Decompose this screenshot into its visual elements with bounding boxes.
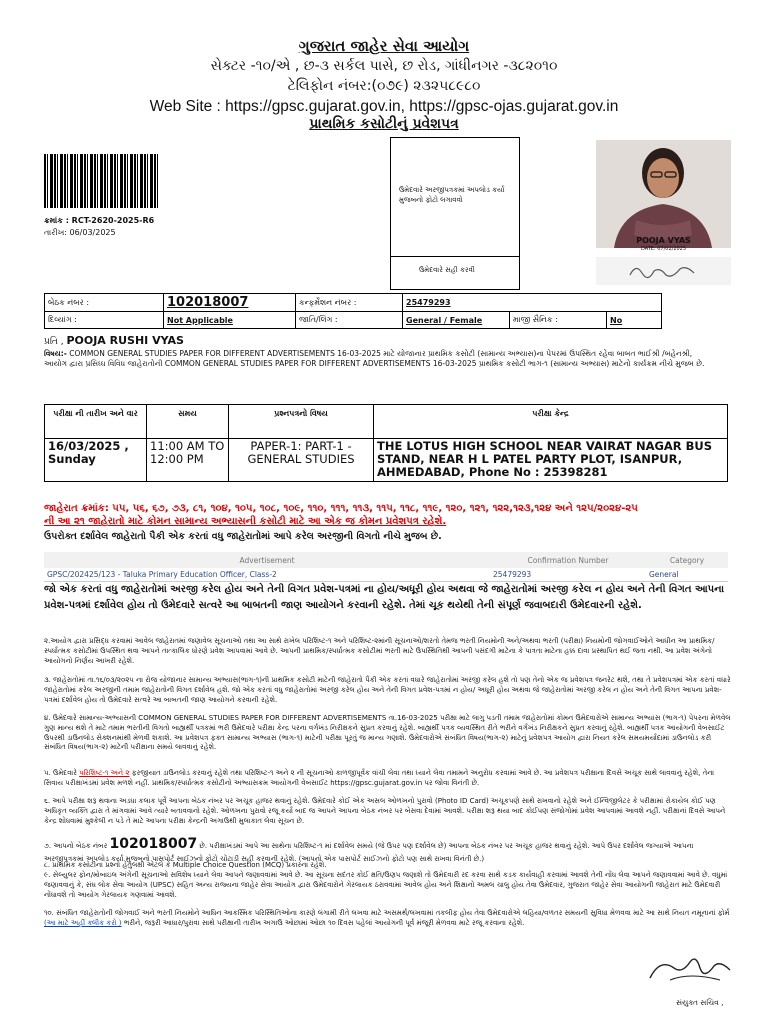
scribe-form-link[interactable]: (આ માટે અહીં ક્લીક કરો ) <box>44 918 122 927</box>
candidate-photo <box>596 140 731 248</box>
exam-subject: PAPER-1: PART-1 - GENERAL STUDIES <box>229 439 374 482</box>
instruction-7-seat: 102018007 <box>109 836 198 852</box>
instruction-7 <box>44 835 734 864</box>
advt-header-category: Category <box>646 552 728 568</box>
common-admit-notice <box>44 502 744 528</box>
registration-number: ક્રમાંક : RCT-2620-2025-R6 <box>44 216 155 225</box>
advt-category: General <box>646 568 728 582</box>
instruction-7-pre: ૭. આપનો બેઠક નંબર <box>44 842 108 850</box>
exam-centre: THE LOTUS HIGH SCHOOL NEAR VAIRAT NAGAR BUS STAND, NEAR H L PATEL PARTY PLOT, ISANPUR, AHMEDABAD, Phone No : 25398281 <box>374 439 728 482</box>
salutation: ભાઈશ્રી /બહેનશ્રી, <box>637 349 693 358</box>
org-name: ગુજરાત જાહેર સેવા આયોગ <box>298 37 470 55</box>
candidate-signature-image <box>596 257 731 285</box>
subject-text: COMMON GENERAL STUDIES PAPER FOR DIFFERENT ADVERTISEMENTS 16-03-2025 માટે યોજાનાર પ્રાથમિક કસોટી (સામાન્ય અભ્યાસ)ના પેપરમાં ઉપસ્થિત રહેવા બાબત <box>69 349 636 358</box>
org-phone: ટેલિફોન નંબર:(૦૭૯) ૨૩૨૫૮૯૮૦ <box>287 78 481 94</box>
exam-header-date: પરીક્ષા ની તારીખ અને વાર <box>45 405 147 439</box>
candidate-sign-box <box>390 256 520 290</box>
exsm-value: No <box>607 312 662 329</box>
seat-number: 102018007 <box>164 294 296 312</box>
warning-text: જો એક કરતાં વધુ જાહેરાતોમાં અરજી કરેલ હોય અને તેની વિગત પ્રવેશ-પત્રમાં ના હોય/અધૂરી હોય અથવા જે જાહેરાતોમાં અરજી કરેલ ન હોય અને તેની વિગત આપના પ્રવેશ-પત્રમાં દર્શાવેલ હોય તો ઉમેદવારે સત્વરે આ બાબતની જાણ આયોગને કરવાની રહેશે. તેમાં ચૂક થયેથી તેની સંપૂર્ણ જવાબદારી ઉમેદવારની રહેશે. <box>44 584 725 611</box>
advertisement-table <box>44 552 728 582</box>
exam-schedule-table <box>44 404 728 482</box>
officer-signature-icon <box>640 950 740 990</box>
sign-label: ઉમેદવારે સહી કરવી <box>419 266 475 274</box>
instruction-2: ૨.આયોગ દ્વારા પ્રસિદ્ધ કરવામાં આવેલ જાહેરાતમાં જણાવેલ સૂચનાઓ તથા આ સાથે રાખેલ પરિશિષ્ટ-૧ અને પરિશિષ્ટ-૨માંની સૂચનાઓ/શરતો તેમજ ભરતી નિયમોની અને/અથવા ભરતી (પરીક્ષા) નિયમોની જોગવાઈઓને આધીન આ પ્રાથમિક/સ્પર્ધાત્મક કસોટીમાં ઉપસ્થિત થવા આપને તાત્કાલિક ધોરણે પ્રવેશ આપવામાં આવે છે. આપની પ્રાથમિક/સ્પર્ધાત્મક કસોટીમાં ભરતી માટે ઉપસ્થિતિથી આપની પસંદગી માટેના કે પાત્રતા માટેના હક્ક દાવા પ્રસ્થાપિત થઈ જતા નથી. આ પ્રવેશ અંગેનો આયોગનો નિર્ણય આખરી રહેશે. <box>44 637 715 665</box>
instruction-4: ૪. ઉમેદવારે સામાન્ય-અભ્યાસની COMMON GENERAL STUDIES PAPER FOR DIFFERENT ADVERTISEMENTS તા.16-03-2025 પરીક્ષા માટે લાગુ પડતી તમામ જાહેરાતોમાં કોમન ઉમેદવારોએ સામાન્ય અભ્યાસ (ભાગ-૧) પેપરના મેળવેલ ગુણ માન્ય થશે તે માટે તમામ ભરતીની વિગતો બાહ્યર્થી પત્રકમાં ભરી ઉમેદવારે પરીક્ષા કેન્દ્ર પરના વર્ગખંડ નિરીક્ષકને સુપ્રત કરવાનું રહેશે. બાહ્યર્થી પત્રક વ્યવસ્થિત રીતે ભરીને વર્ગખંડ નિરીક્ષકને સુપ્રત કરવાનું રહેશે. બાહ્યર્થી પત્રક આયોગની વેબસાઈટ ઉપરથી ડાઉનલોડ સેક્શનમાંથી મેળવી શકાશે. આ પ્રવેશપત્ર ફક્ત સામાન્ય અભ્યાસ (ભાગ-૧) માટેની પરીક્ષા પૂરતું જ માન્ય ગણાશે. ઉમેદવારોએ સંબંધિત વિષય(ભાગ-૨) માટેનું પ્રવેશપત્ર આયોગ દ્વારા નિયત કરેલ સમયમર્યાદામાં ડાઉનલોડ કરી સંબંધિત વિષય(ભાગ-૨) માટેની પરીક્ષાના સમયે લાવવાનું રહેશે. <box>44 714 731 752</box>
photo-paste-box <box>390 137 520 257</box>
seat-label: બેઠક નંબર : <box>45 294 164 312</box>
doc-title: પ્રાથમિક કસોટીનું પ્રવેશપત્ર <box>309 116 459 132</box>
intro-text: આયોગ દ્વારા પ્રસિધ્ધ વિવિધ જાહેરાતોની COMMON GENERAL STUDIES PAPER FOR DIFFERENT ADVERTISEMENTS 16-03-2025 પ્રાથમિક કસોટી ભાગ-૧ (સામાન્ય અભ્યાસ) માટેનો કાર્યક્રમ નીચે મુજબ છે. <box>44 359 705 369</box>
exam-header-time: સમય <box>147 405 229 439</box>
prati-label: પ્રતિ , <box>44 337 64 347</box>
exam-header-subject: પ્રશ્નપત્રનો વિષય <box>229 405 374 439</box>
instruction-8: ૮. પ્રાથમિક કસોટીના પ્રશ્નો હેતુલક્ષી એટલે કે Multiple Choice Question (MCQ) પ્રકારના રહેશે. <box>44 861 327 869</box>
divyang-value: Not Applicable <box>164 312 296 329</box>
letter-subject <box>44 349 734 369</box>
advt-header-confirmation: Confirmation Number <box>490 552 646 568</box>
person-photo-icon <box>596 140 731 248</box>
instruction-10-post: ભરીને, જરૂરી આધાર/પુરાવા સાથે પરીક્ષાની તારીખ અગાઉ ઓછામાં ઓછા ૧૦ દિવસ પહેલાં આયોગની પૂર્વ મંજૂરી મેળવવા માટે રજૂ કરવાના રહેશે. <box>123 918 525 927</box>
confirm-number: 25479293 <box>403 294 662 312</box>
instruction-7-post: છે. પરીક્ષાખંડમાં આપે આ સાથેના પરિશિષ્ટ-૧ માં દર્શાવેલ સમયે (જે ઉપર પણ દર્શાવેલ છે) આપના બેઠક નંબર પર અચૂક હાજર થવાનું રહેશે. આપે ઉપર દર્શાવેલ જગ્યાએ આપના અરજીપત્રકમાં અપલોડ કર્યા મુજબનો પાસપોર્ટ સાઈઝનો ફોટો ચોંટાડી સહી કરવાની રહેશે. (આપનો એક પાસપોર્ટ સાઈઝનો ફોટો પણ સાથે રાખવા વિનંતી છે.) <box>44 842 694 863</box>
advt-name: GPSC/202425/123 - Taluka Primary Education Officer, Class-2 <box>44 568 490 582</box>
addressee <box>44 334 184 347</box>
org-address: સેક્ટર -૧૦/એ , છ-૩ સર્કલ પાસે, છ રોડ, ગાંધીનગર -૩૮૨૦૧૦ <box>210 58 558 74</box>
registration-date: તારીખ: 06/03/2025 <box>44 228 116 237</box>
advt-header-advertisement: Advertisement <box>44 552 490 568</box>
category-value: General / Female <box>403 312 510 329</box>
instruction-10 <box>44 909 734 929</box>
instruction-9: ૯. સેલ્યુલર ફોન/મોબાઇલ અંગેની સૂચનાઓ સવિશેષ ધ્યાને લેવા આપને જણાવવામાં આવે છે. આ સૂચના સદંતર કોઈ ક્ષતિ/ઉણપ જણાશે તો ઉમેદવારી રદ કરવા સાથે કડક કાર્યવાહી કરવામાં આવશે તેની નોંધ લેવા આપને જણાવવામાં આવે છે. વધુમાં જણાવવાનું કે, સંઘ લોક સેવા આયોગ (UPSC) સહિત અન્ય રાજ્યના જાહેર સેવા આયોગ દ્વારા ઉમેદવારોને ગેરલાયક ઠરાવવામાં આવેલ હોય અને શિક્ષાનો અમલ ચાલુ હોય તેવા ઉમેદવાર, ગુજરાત જાહેર સેવા આયોગની જાહેરાત માટે ઉમેદવારી નોંધાવશે તો આયોગ ગેરલાયક ગણવામાં આવશે. <box>44 871 728 899</box>
table-row <box>44 568 728 582</box>
annexure-link[interactable]: પરિશિષ્ટ-૧ અને ૨ <box>79 769 130 777</box>
subject-label: વિષય:- <box>44 349 67 358</box>
exam-date: 16/03/2025 , Sunday <box>45 439 147 482</box>
photo-name-label: POOJA VYAS <box>636 236 691 245</box>
exam-time: 11:00 AM TO 12:00 PM <box>147 439 229 482</box>
barcode <box>44 154 159 208</box>
advt-confirmation: 25479293 <box>490 568 646 582</box>
officer-designation: સંયુક્ત સચિવ , <box>676 998 724 1007</box>
exsm-label: માજી સૈનિક : <box>510 312 607 329</box>
instruction-6: ૬. આપે પરીક્ષા શરૂ થવાના અડધા કલાક પૂર્વે આપના બેઠક નંબર પર અચૂક હાજર થવાનું રહેશે. ઉમેદવારે કોઈ એક અસલ ઓળખનો પુરાવો (Photo ID Card) અચૂકપણે સાથે રાખવાનો રહેશે અને ઈન્વિજીલેટર કે પરીક્ષામાં રોકાયેલ કોઈ પણ અધિકૃત વ્યક્તિ દ્વારા તે માંગવામાં આવે ત્યારે બતાવવાનો રહેશે. ઓળખના પુરાવો રજૂ કર્યા બાદ જ આપને આપના બેઠક નંબર પર બેસવા દેવામાં આવશે. પરીક્ષા શરૂ થયા બાદ કોઈપણ સંજોગોમાં પ્રવેશ આપવામાં આવશે નહીં. પરીક્ષાનાં દિવસે આપને કેન્દ્ર શોધવામાં મુશ્કેલી ન પડે તે માટે આપના પરીક્ષા કેન્દ્રની અગાઉથી મુલાકાત લેવા સૂચન છે. <box>44 797 726 825</box>
photo-date-label: DATE: 07/02/2025 <box>640 246 687 252</box>
photo-instruction: ઉમેદવારે અરજીપત્રકમાં અપલોડ કર્યા મુજબનો ફોટો લગાવવો <box>399 186 505 204</box>
exam-header-centre: પરીક્ષા કેન્દ્ર <box>374 405 728 439</box>
candidate-name: POOJA RUSHI VYAS <box>66 334 184 347</box>
category-label: જાતિ/લિંગ : <box>296 312 403 329</box>
instruction-10-pre: ૧૦. સંબંધિત જાહેરાતોની જોગવાઈ અને ભરતી નિયમોને આધિન આકસ્મિક પરિસ્થિતિઓના કારણે લંગામી રીતે લખવા માટે અસમર્થ/લખવામાં તકલીફ હોય તેવા ઉમેદવારોએ લહિયા/વળતર સમયની સુવિધા મેળવવા માટે આ સાથે નિયત નમૂનાનાં ફોર્મ <box>44 909 730 917</box>
instruction-3: ૩. જાહેરાતોમાં તા.૧૬/૦૩/૨૦૨૫ ના રોજ યોજાનાર સામાન્ય અભ્યાસ(ભાગ-૧)ની પ્રાથમિક કસોટી માટેની જાહેરાતો પૈકી એક કરતાં વધારે જાહેરાતોમાં અરજી કરેલ હશે તો પણ તેનો એક જ પ્રવેશપત્ર જનરેટ થશે, તથા તે પ્રવેશપત્રમાં એક કરતાં વધારે જાહેરાતોમાં કરેલ અરજીની તમામ જાહેરાતોની વિગત દર્શાવેલ હશે. જો એક કરતાં વધુ જાહેરાતોમાં અરજી કરેલ હોય અને તેની વિગત પ્રવેશ-પત્રમાં ન હોય/ અધૂરી હોય અથવા જે જાહેરાતોમાં અરજી કરેલ ન હોય અને તેની વિગત આપના પ્રવેશ-પત્રમાં દર્શાવેલ હોય તો ઉમેદવારે સત્વરે આ બાબતની જાણ આયોગને કરવાની રહેશે. <box>44 676 731 704</box>
divyang-label: દિવ્યાંગ : <box>45 312 164 329</box>
confirm-label: કન્ફર્મેશન નંબર : <box>296 294 403 312</box>
advt-numbers: જાહેરાત ક્રમાંક: ૫૫, ૫૬, ૬૭, ૭૩, ૮૧, ૧૦૪, ૧૦૫, ૧૦૮, ૧૦૯, ૧૧૦, ૧૧૧, ૧૧૩, ૧૧૫, ૧૧૮, ૧૧૯, ૧૨૦, ૧૨૧, ૧૨૨,૧૨૩,૧૨૪ અને ૧૨૫/૨૦૨૪-૨૫ <box>44 503 638 514</box>
instruction-5-post: ફરજીયાત ડાઉનલોડ કરવાનું રહેશે તથા પરિશિષ્ટ-૧ અને ૨ ની સૂચનાઓ કાળજીપૂર્વક વાંચી લેવા તથા ધ્યાને લેવા તમામને અનુરોધ કરવામાં આવે છે. આ પ્રવેશપત્ર પરીક્ષાના દિવસે અચૂક સાથે લાવવાનું રહેશે, તેના સિવાય પરીક્ષાખંડમાં પ્રવેશ મળશે નહીં. પ્રાથમિક/સ્પર્ધાત્મક કસોટીનો અભ્યાસક્રમ આયોગની વેબસાઈટ https://gpsc.gujarat.gov.in પર જોવા વિનંતી છે. <box>44 769 715 787</box>
org-website[interactable]: Web Site : https://gpsc.gujarat.gov.in, https://gpsc-ojas.gujarat.gov.in <box>149 98 619 115</box>
common-admit-text: ની આ ૨૧ જાહેરાતો માટે કોમન સામાન્ય અભ્યાસની કસોટી માટે આ એક જ કોમન પ્રવેશપત્ર રહેશે. <box>44 516 447 527</box>
applications-intro: ઉપરોક્ત દર્શાવેલ જાહેરાતો પૈકી એક કરતાં વધુ જાહેરાતોમાં આપે કરેલ અરજીની વિગતો નીચે મુજબ છે. <box>44 531 442 542</box>
candidate-info-table <box>44 293 662 329</box>
instruction-5-pre: ૫. ઉમેદવારે <box>44 769 77 777</box>
instruction-5 <box>44 769 734 789</box>
